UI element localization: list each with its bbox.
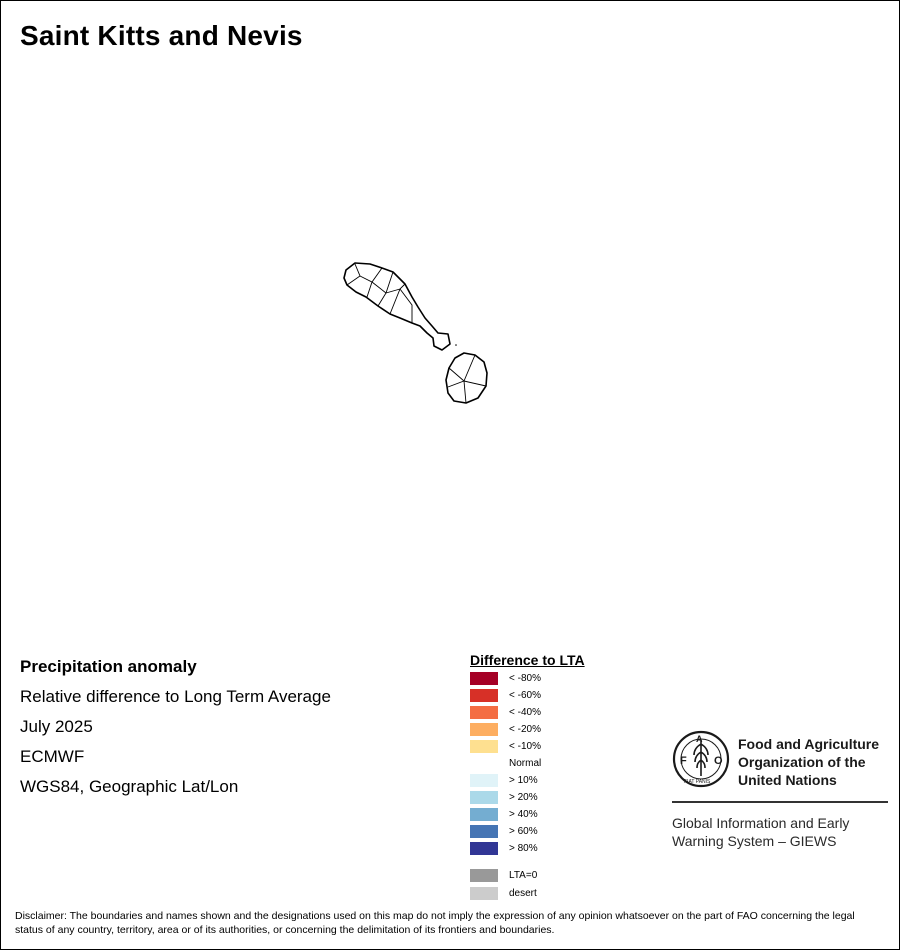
legend-swatch <box>470 774 498 787</box>
legend-label: < -20% <box>509 724 541 735</box>
svg-text:F: F <box>680 755 687 767</box>
svg-text:A: A <box>696 734 703 744</box>
legend-label: < -40% <box>509 707 541 718</box>
legend-label: < -10% <box>509 741 541 752</box>
fao-name-line: United Nations <box>738 772 837 788</box>
legend-label: > 20% <box>509 792 538 803</box>
legend-label: > 80% <box>509 843 538 854</box>
legend-swatch <box>470 842 498 855</box>
legend-label: desert <box>509 888 537 899</box>
legend-label: LTA=0 <box>509 870 538 881</box>
legend-swatch <box>470 808 498 821</box>
info-subtitle: Relative difference to Long Term Average <box>20 687 331 706</box>
legend-title: Difference to LTA <box>470 652 585 668</box>
svg-text:O: O <box>714 755 723 767</box>
nevis-outline <box>446 353 487 403</box>
legend-swatch <box>470 723 498 736</box>
legend-swatch <box>470 706 498 719</box>
legend-label: < -60% <box>509 690 541 701</box>
legend-swatch <box>470 791 498 804</box>
info-source: ECMWF <box>20 747 85 766</box>
legend-swatch <box>470 869 498 882</box>
giews-line: Warning System – GIEWS <box>672 833 837 849</box>
giews-line: Global Information and Early <box>672 815 850 831</box>
fao-name-line: Organization of the <box>738 754 866 770</box>
divider <box>672 801 888 803</box>
legend-label: > 40% <box>509 809 538 820</box>
legend-label: Normal <box>509 758 542 769</box>
svg-text:FIAT PANIS: FIAT PANIS <box>684 779 711 785</box>
legend-swatch <box>470 825 498 838</box>
fao-organization-name <box>738 735 879 789</box>
giews-name <box>672 814 849 850</box>
legend-swatch <box>470 740 498 753</box>
legend-label: > 60% <box>509 826 538 837</box>
info-period: July 2025 <box>20 717 93 736</box>
info-heading: Precipitation anomaly <box>20 657 197 676</box>
country-map <box>330 250 510 420</box>
legend-swatch <box>470 757 498 770</box>
info-projection: WGS84, Geographic Lat/Lon <box>20 777 239 796</box>
fao-branding <box>672 730 888 860</box>
legend <box>470 652 585 899</box>
legend-swatch <box>470 887 498 900</box>
legend-label: > 10% <box>509 775 538 786</box>
legend-swatch <box>470 689 498 702</box>
map-info <box>20 656 331 806</box>
fao-name-line: Food and Agriculture <box>738 736 880 752</box>
legend-label: < -80% <box>509 673 541 684</box>
booby-island <box>455 344 457 346</box>
legend-swatch <box>470 672 498 685</box>
disclaimer: Disclaimer: The boundaries and names shown and the designations used on this map do not imply the expression of any opinion whatsoever on the part of FAO concerning the legal status of any country, territory, area or of its authorities, or concerning the delimitation of its frontiers and boundaries. <box>15 910 855 936</box>
map-title: Saint Kitts and Nevis <box>20 20 303 51</box>
fao-emblem-icon <box>672 730 730 788</box>
